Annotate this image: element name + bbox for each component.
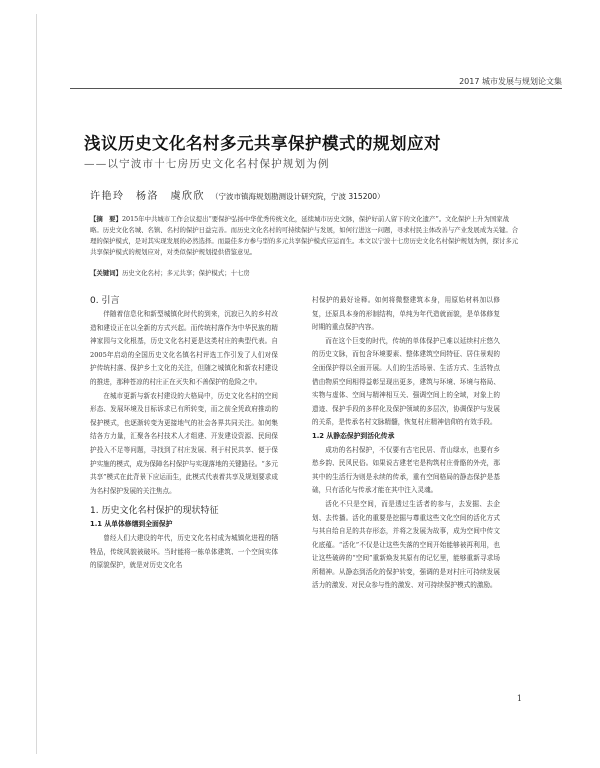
paragraph: 活化不只是空间，而是透过生活者的参与，去发掘、去企划、去传播。活化的重要是挖掘与尊重这些文化空间的活化方式与其自给自足的共存形态，并将之发展为故事，成为空间中传文化底蕴。“活化”不仅是让这些失落的空间开始能够被再利用，也让这些破碎的“空间”重新焕发其原有的记忆里，能够重新寻求场所精神。从静态到活化的保护转变，强调的是对村庄可持续发展活力的激发、对民众参与性的激发、对可持续保护模式的激励。	[312, 499, 500, 590]
abstract-label: 【摘 要】	[90, 215, 122, 223]
paper-subtitle: ——以宁波市十七房历史文化名村保护规划为例	[84, 158, 330, 170]
abstract-text: 2015年中共城市工作会议提出“要保护弘扬中华优秀传统文化，延续城市历史文脉，保护好前人留下的文化遗产”。文化保护上升为国家战略。历史文化名城、名镇、名村的保护日益完善。而历史文化名村的可持续保护与发展，如何行进这一问题，寻求村民主体改善与产业发展成为关键。合理的保护模式，是对其实现发展的必然选择。而最佳多方参与型的多元共享保护模式应运而生。本文以宁波十七房历史文化名村保护规划为例，探讨多元共享保护模式的规划应对，对类似保护规划提供借鉴意见。	[90, 215, 519, 256]
subsection-heading-1-1: 1.1 从单体修缮到全面保护	[90, 520, 173, 529]
header-rule	[70, 88, 562, 89]
paragraph: 伴随着信息化和新型城镇化时代的到来，沉寂已久的乡村改造和建设正在以全新的方式兴起。而传统村落作为中华民族的精神家园与文化根基，历史文化名村更是这类村庄的典型代表。自2005年启动的全国历史文化名镇名村评选工作引发了人们对保护传统村落、保护乡土文化的关注，但随之城镇化和新农村建设的推进，那种苍凉的村庄正在灭失和不善保护的危险之中。	[90, 310, 278, 386]
paragraph: 在城市更新与新农村建设的大格局中，历史文化名村的空间形态、发展环境及目标诉求已有所转变，而之前全凭政府推动的保护模式，也逐渐转变为更接地气的社会各界共同关注。如何集结各方力量，汇聚各名村技术人才组建、开发建设资源、民间保护投入不足等问题，寻找到了村庄发展、利于村民共享、便于保护实施的模式，成为保障名村保护与实现落地的关键路径。“多元共享”模式在此背景下应运而生，此模式代表着共享及规划要求成为名村保护发展的关注焦点。	[90, 391, 278, 495]
paragraph: 成功的名村保护，不仅要有古宅民居、青山绿水，也要有乡愁乡韵、民风民俗。如果说古建老宅是构筑村庄骨骼的外壳，那其中的生活行为则是永续的传承，重有空间格局的静态保护是基础，只有活化与传承才能在其中注入灵魂。	[312, 445, 500, 495]
section-heading-intro: 0. 引言	[90, 296, 120, 306]
keywords-text: 历史文化名村；多元共享；保护模式；十七房	[121, 269, 250, 277]
author-affiliation: （宁波市镇海规划勘测设计研究院，宁波 315200）	[211, 192, 385, 201]
keywords-label: 【关键词】	[90, 269, 122, 277]
keywords	[90, 268, 520, 277]
section-heading-1: 1. 历史文化名村保护的现状特征	[90, 506, 219, 517]
left-column	[90, 294, 278, 573]
running-header: 2017 城市发展与规划论文集	[459, 77, 562, 86]
author-names: 许艳玲 杨洛 虞欣欣	[90, 191, 205, 202]
page-number: 1	[516, 694, 522, 703]
abstract	[90, 214, 520, 258]
subsection-heading-1-2: 1.2 从静态保护到活化传承	[312, 431, 395, 440]
paragraph: 村保护的最好诠释。如何将微整建筑本身，用原始材料加以修复，还原具本身的形制结构，单纯为年代造就面貌，是单体修复时期的重点保护内容。	[312, 296, 500, 332]
paragraph: 而在这个巨变的时代，传统的单体保护已难以延续村庄悠久的历史文脉，而包含环境要素、整体建筑空间特征、居住景观的全面保护得以全面开展。人们的生活场景、生活方式、生活特点借由物质空间相得益彰呈现出更多，建筑与环境、环境与格局、实物与虚体、空间与精神相互关、强调空间上的全域，对象上的遗迹、保护手段的多样化及保护领域的多层次，协调保护与发展的关系，是传承名村文脉精髓，恢复村庄精神信仰的有效手段。	[312, 336, 500, 427]
author-line	[90, 187, 385, 202]
right-column	[312, 294, 500, 593]
paragraph: 曾经人们大建设的年代，历史文化名村成为城镇化进程的牺牲品，传统风貌被破坏。当时能将一栋单体建筑、一个空间实体的原貌保护，就是对历史文化名	[90, 533, 278, 570]
paper-title: 浅议历史文化名村多元共享保护模式的规划应对	[84, 134, 441, 153]
